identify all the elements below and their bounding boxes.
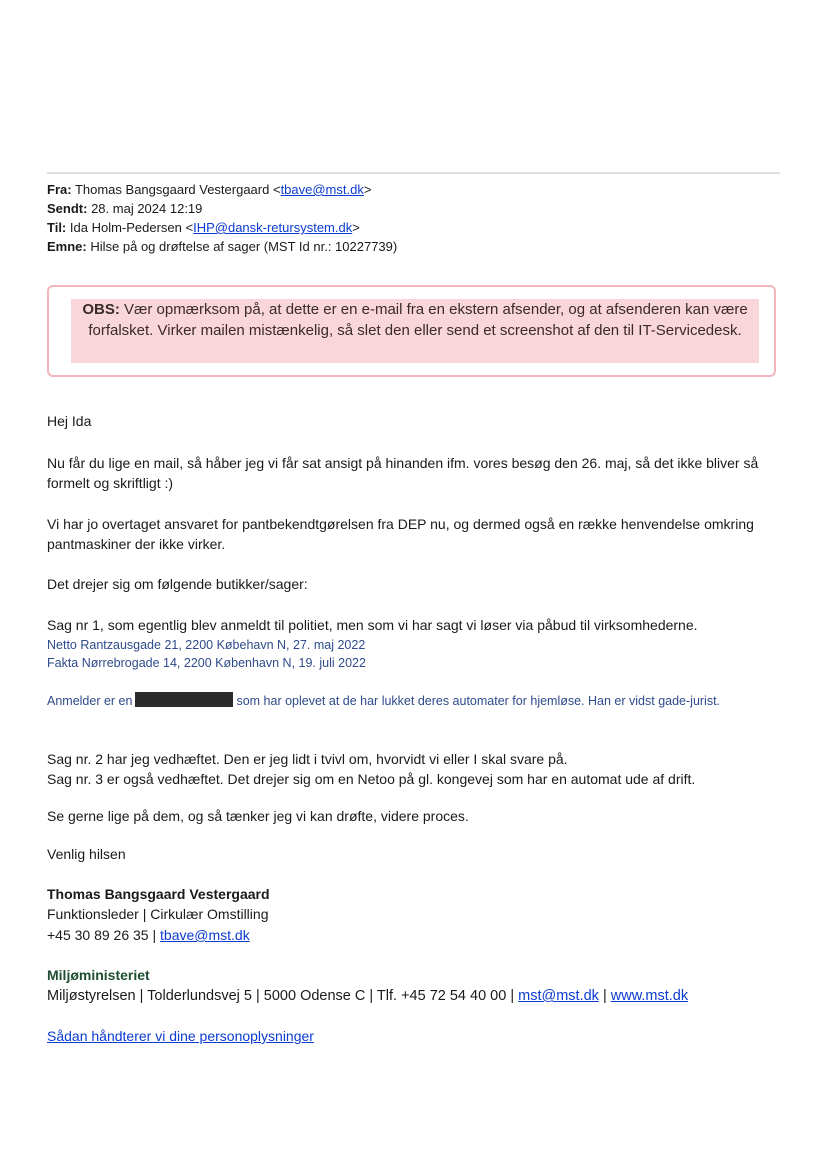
privacy-link[interactable]: Sådan håndterer vi dine personoplysninger [47, 1028, 314, 1044]
reporter-note [47, 692, 772, 710]
paragraph-responsibility: Vi har jo overtaget ansvaret for pantbekendtgørelsen fra DEP nu, og dermed også en række henvendelse omkring pantmaskiner der ikke virker. [47, 516, 754, 552]
signature-email-link[interactable]: tbave@mst.dk [160, 927, 250, 943]
redaction-bar [135, 692, 233, 707]
warning-label: OBS: [82, 301, 120, 318]
sent-label: Sendt: [47, 201, 88, 216]
warning-text: Vær opmærksom på, at dette er en e-mail fra en ekstern afsender, og at afsenderen kan være forfalsket. Virker mailen mistænkelig, så slet den eller send et screenshot af den til IT-Servicedesk. [88, 301, 748, 339]
website-link[interactable]: www.mst.dk [610, 988, 689, 1004]
paragraph-cases-intro: Det drejer sig om følgende butikker/sager: [47, 576, 308, 592]
signature-agency-line [47, 986, 772, 1006]
sent-value: 28. maj 2024 12:19 [91, 201, 203, 216]
signature-contact [47, 925, 772, 945]
subject-label: Emne: [47, 239, 87, 254]
from-email-link[interactable]: tbave@mst.dk [280, 182, 364, 197]
external-sender-warning [47, 285, 776, 377]
subject-value: Hilse på og drøftelse af sager (MST Id nr.: 10227739) [90, 239, 398, 254]
paragraph-intro: Nu får du lige en mail, så håber jeg vi får sat ansigt på hinanden ifm. vores besøg den 26. maj, så det ikke bliver så formelt og skriftligt :) [47, 455, 759, 491]
to-email-link[interactable]: IHP@dansk-retursystem.dk [193, 220, 353, 235]
reporter-note-start: Anmelder er en [47, 694, 133, 708]
signature-separator: | [598, 988, 611, 1004]
reporter-note-end: som har oplevet at de har lukket deres automater for hjemløse. Han er vidst gade-jurist. [236, 694, 721, 708]
case-1-store-1: Netto Rantzausgade 21, 2200 Købehavn N, 27. maj 2022 [47, 638, 366, 652]
signature-phone: +45 30 89 26 35 | [47, 927, 161, 943]
case-1-text: Sag nr 1, som egentlig blev anmeldt til politiet, men som vi har sagt vi løser via påbud til virksomhederne. [47, 617, 698, 633]
case-1-store-2: Fakta Nørrebrogade 14, 2200 København N, 19. juli 2022 [47, 656, 366, 670]
signature-name: Thomas Bangsgaard Vestergaard [47, 886, 270, 902]
from-label: Fra: [47, 182, 72, 197]
case-2-text: Sag nr. 2 har jeg vedhæftet. Den er jeg lidt i tvivl om, hvorvidt vi eller I skal svare på. [47, 751, 568, 767]
greeting: Hej Ida [47, 413, 92, 429]
to-line [47, 218, 397, 237]
signature-agency: Miljøstyrelsen | Tolderlundsvej 5 | 5000 Odense C | Tlf. +45 72 54 40 00 | [47, 988, 519, 1004]
subject-line [47, 237, 397, 256]
to-close: > [352, 220, 360, 235]
paragraph-followup: Se gerne lige på dem, og så tænker jeg vi kan drøfte, videre proces. [47, 808, 469, 824]
to-name: Ida Holm-Pedersen < [69, 220, 194, 235]
from-line [47, 180, 397, 199]
closing: Venlig hilsen [47, 846, 126, 862]
signature-title: Funktionsleder | Cirkulær Omstilling [47, 906, 269, 922]
email-header [47, 180, 397, 256]
to-label: Til: [47, 220, 67, 235]
signature-org: Miljøministeriet [47, 967, 150, 983]
header-divider [47, 172, 780, 174]
org-email-link[interactable]: mst@mst.dk [518, 988, 599, 1004]
privacy-line [47, 1026, 772, 1046]
from-name: Thomas Bangsgaard Vestergaard < [74, 182, 281, 197]
sent-line [47, 199, 397, 218]
from-close: > [363, 182, 372, 197]
warning-text-block [71, 299, 759, 363]
case-3-text: Sag nr. 3 er også vedhæftet. Det drejer sig om en Netoo på gl. kongevej som har en automat ude af drift. [47, 771, 696, 787]
